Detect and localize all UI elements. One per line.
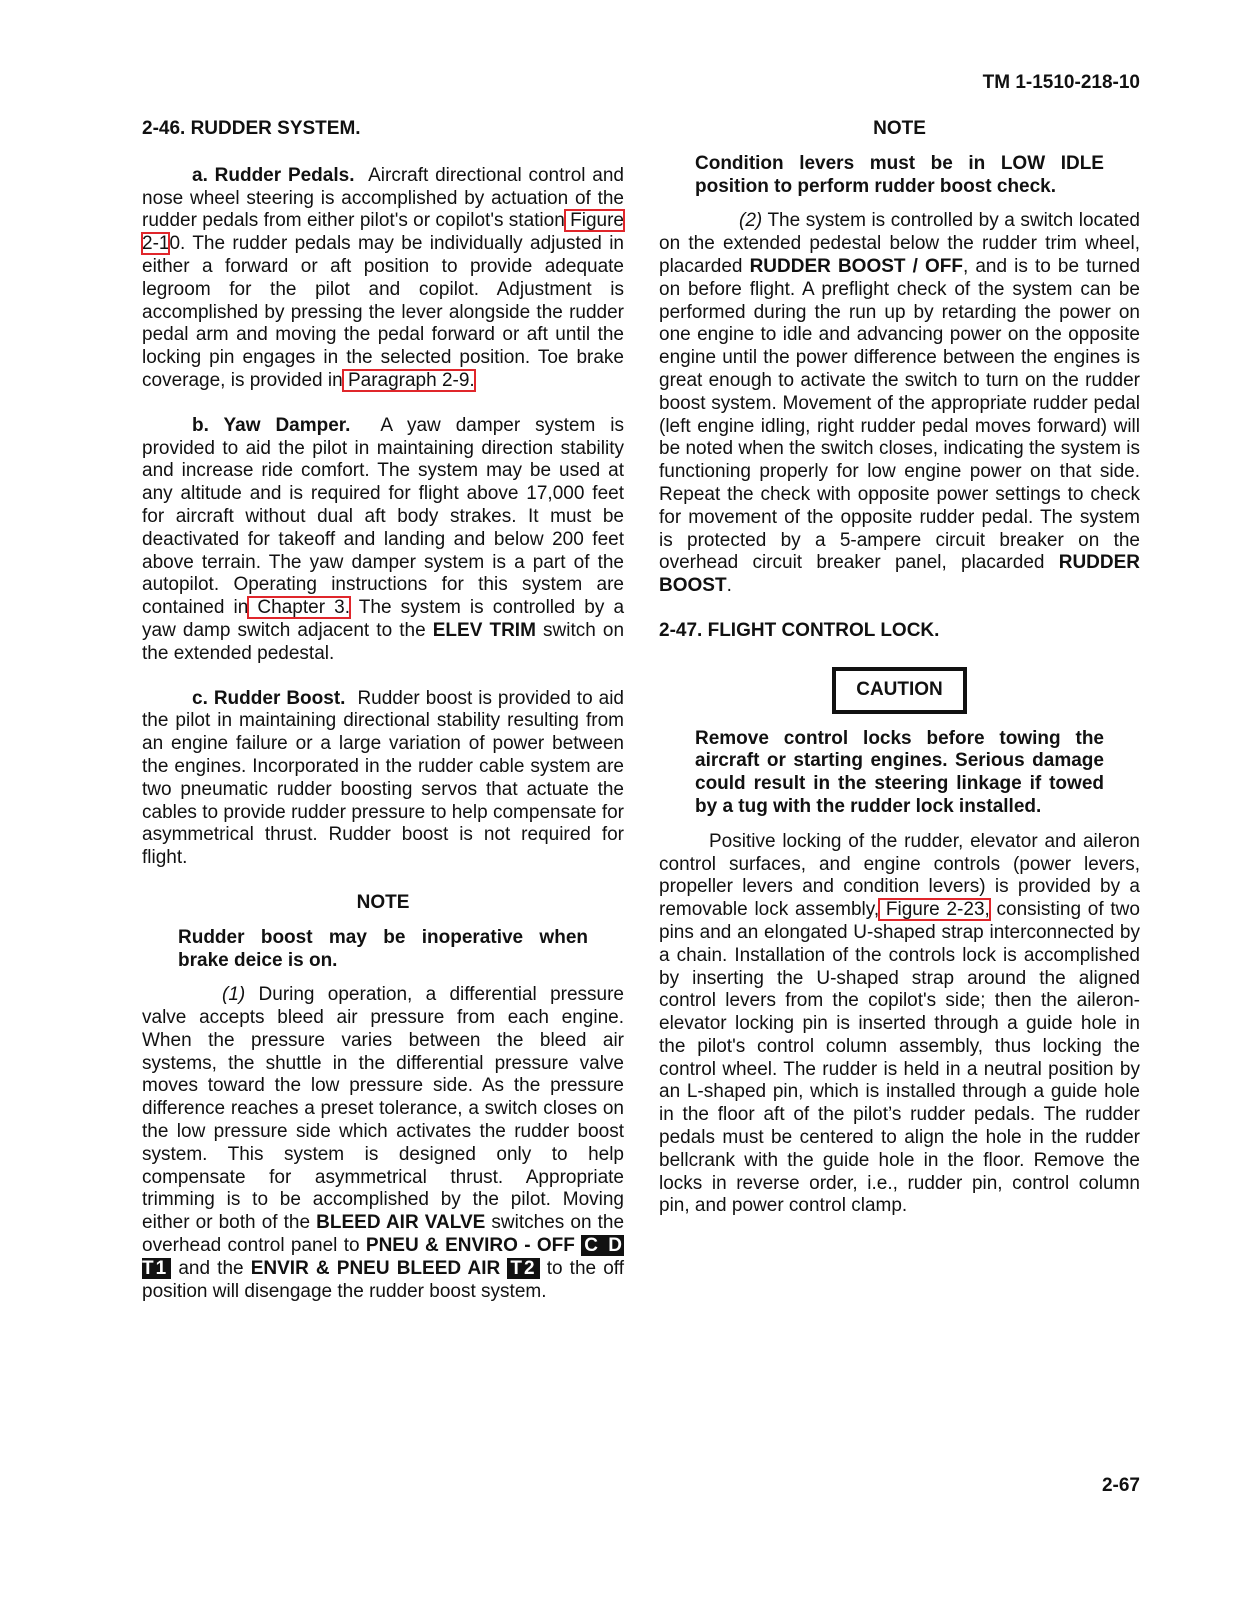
link-figure-2-23[interactable]: Figure 2-23, xyxy=(879,899,990,921)
text: . xyxy=(726,575,732,597)
text: Aircraft directional control and nose wheel steering is accomplished by actuation of the rudder pedals from either pilot's or copilot's station xyxy=(142,164,624,232)
text: Rudder boost is provided to aid the pilot in maintaining directional stability resulting from an engine failure or a large variation of power between the engines. Incorporated in the rudder cable system are two pneumatic rudder boosting servos that actuate the cables to provide rudder pressure to help compensate for asymmetrical thrust. Rudder boost is not required for flight. xyxy=(142,687,624,869)
text: and the xyxy=(178,1257,244,1279)
note-title: NOTE xyxy=(356,891,410,913)
document-number: TM 1-1510-218-10 xyxy=(982,72,1140,93)
text: consisting of two pins and an elongated U-shaped strap interconnected by a chain. Installation of the controls lock is accomplished by inserting the U-shaped strap around the aligned control levers from the copilot's side; then the aileron-elevator locking pin is inserted through a guide hole in the pilot's control column assembly, thus locking the control wheel. The rudder is held in a neutral position by an L-shaped pin, which is installed through a guide hole in the floor aft of the pilot’s rudder pedals. The rudder pedals must be centered to align the hole in the rudder bellcrank with the guide hole in the floor. Remove the locks in reverse order, i.e., rudder pin, control column pin, and power control clamp. xyxy=(659,899,1140,1217)
link-figure-2-10[interactable]: Figure 2-1 xyxy=(142,210,625,255)
subheading-rudder-pedals: a. Rudder Pedals. xyxy=(192,164,355,186)
text: During operation, a differential pressure valve accepts bleed air pressure from each engine. When the pressure varies between the bleed air systems, the shuttle in the differential pressure valve moves toward the low pressure side. As the pressure difference reaches a preset tolerance, a switch closes on the low pressure side which activates the rudder boost system. This system is designed only to help compensate for asymmetrical thrust. Appropriate trimming is to be accomplished by the pilot. Moving either or both of the xyxy=(142,984,624,1234)
applicability-tag: C D T1 xyxy=(142,1235,624,1279)
bold-term: ENVIR & PNEU BLEED AIR xyxy=(250,1257,501,1279)
subheading-yaw-damper: b. Yaw Damper. xyxy=(192,414,351,436)
step-number: (2) xyxy=(739,210,763,232)
section-title-flight-control-lock: 2-47. FLIGHT CONTROL LOCK. xyxy=(659,619,940,641)
paragraph-step-1 xyxy=(142,984,624,1303)
text: 0. The rudder pedals may be individually adjusted in either a forward or aft position to provide adequate legroom for the pilot and copilot. Adjustment is accomplished by pressing the lever alongside the rudder pedal arm and moving the pedal forward or aft until the locking pin engages in the selected position. Toe brake coverage, is provided in xyxy=(142,233,624,391)
applicability-tag: T2 xyxy=(507,1258,539,1279)
paragraph-rudder-pedals xyxy=(142,165,624,393)
step-number: (1) xyxy=(222,984,246,1006)
text: switch on the extended pedestal. xyxy=(142,619,625,664)
caution-box xyxy=(659,667,1140,714)
page-number: 2-67 xyxy=(1101,1475,1140,1496)
left-column xyxy=(142,118,624,1303)
text: The system is controlled by a switch located on the extended pedestal below the rudder trim wheel, placarded xyxy=(659,210,1140,277)
note-title: NOTE xyxy=(873,118,926,139)
paragraph-step-2 xyxy=(659,210,1140,598)
text: to the off position will disengage the rudder boost system. xyxy=(142,1257,625,1302)
text: The system is controlled by a yaw damp switch adjacent to the xyxy=(142,597,625,641)
bold-term: BLEED AIR VALVE xyxy=(316,1212,486,1234)
paragraph-flight-control-lock xyxy=(659,831,1140,1219)
subheading-rudder-boost: c. Rudder Boost. xyxy=(192,687,346,709)
section-title-rudder-system: 2-46. RUDDER SYSTEM. xyxy=(142,118,361,139)
bold-term: RUDDER BOOST / OFF xyxy=(749,255,963,277)
caution-body: Remove control locks before towing the aircraft or starting engines. Serious damage could result in the steering linkage if towed by a tug with the rudder lock installed. xyxy=(695,727,1104,817)
bold-term: RUDDER BOOST xyxy=(659,552,1140,597)
link-paragraph-2-9[interactable]: Paragraph 2-9. xyxy=(342,369,475,391)
paragraph-yaw-damper xyxy=(142,415,624,666)
text: A yaw damper system is provided to aid the pilot in maintaining direction stability and increase ride comfort. The system may be used at any altitude and is required for flight above 17,000 feet for aircraft without dual aft body strakes. It must be deactivated for takeoff and landing and below 200 feet above terrain. The yaw damper system is a part of the autopilot. Operating instructions for this system are contained in xyxy=(142,414,624,619)
paragraph-rudder-boost xyxy=(142,688,624,870)
bold-term: PNEU & ENVIRO - OFF xyxy=(365,1235,575,1257)
text: , and is to be turned on before flight. A preflight check of the system can be performed during the run up by retarding the power on one engine to idle and advancing power on the opposite engine until the power difference between the engines is great enough to activate the switch to turn on the rudder boost system. Movement of the appropriate rudder pedal (left engine idling, right rudder pedal moves forward) will be noted when the switch closes, indicating the system is functioning properly for low engine power on that side. Repeat the check with opposite power settings to check for movement of the opposite rudder pedal. The system is protected by a 5-ampere circuit breaker on the overhead circuit breaker panel, placarded xyxy=(659,255,1141,574)
right-column xyxy=(659,118,1140,1218)
note-body: Condition levers must be in LOW IDLE position to perform rudder boost check. xyxy=(695,152,1104,197)
caution-label: CAUTION xyxy=(832,667,967,714)
note-body: Rudder boost may be inoperative when brake deice is on. xyxy=(178,926,588,971)
link-chapter-3[interactable]: Chapter 3. xyxy=(248,597,350,619)
text: Positive locking of the rudder, elevator and aileron control surfaces, and engine controls (power levers, propeller levers and condition levers) is provided by a removable lock assembly, xyxy=(659,830,1140,921)
bold-term: ELEV TRIM xyxy=(432,619,536,641)
text: switches on the overhead control panel to xyxy=(142,1212,625,1257)
